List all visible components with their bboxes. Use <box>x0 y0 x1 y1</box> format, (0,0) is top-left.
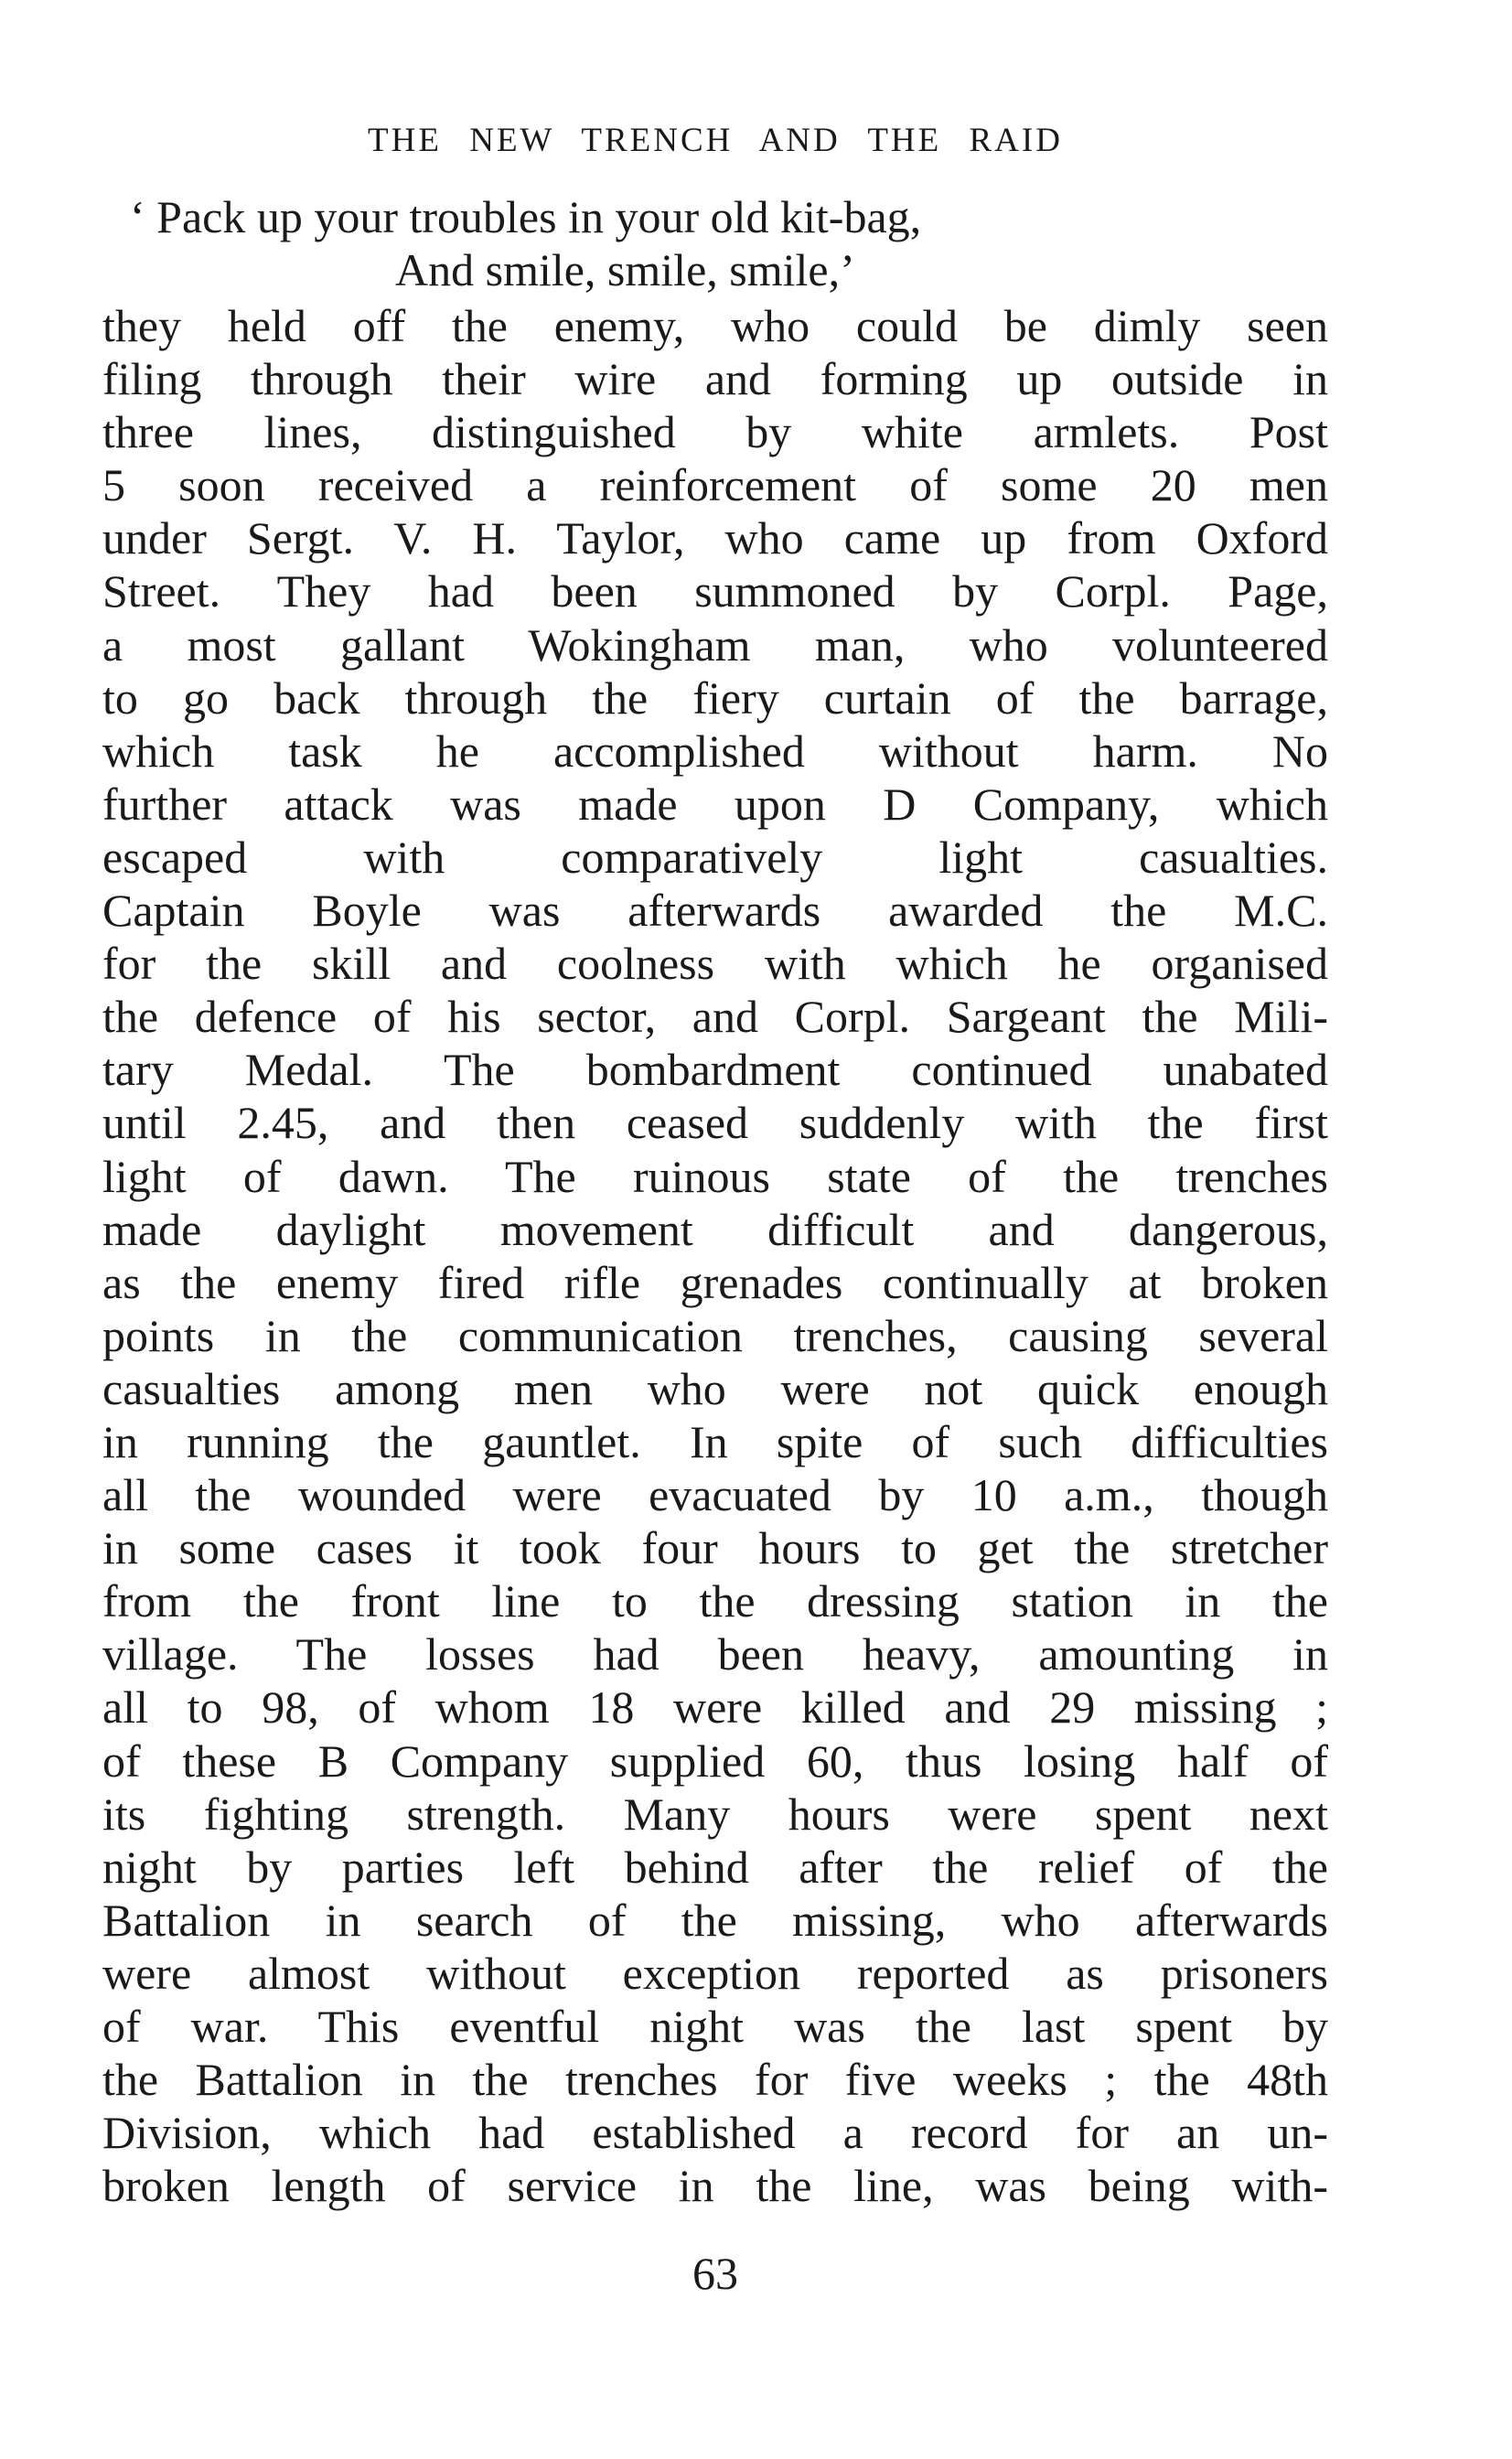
text-line: to go back through the fiery curtain of the barrage, <box>102 671 1328 724</box>
text-line: points in the communication trenches, causing several <box>102 1309 1328 1361</box>
epigraph-line-2: And smile, smile, smile,’ <box>395 244 855 295</box>
body-text <box>102 299 1328 2212</box>
text-line: a most gallant Wokingham man, who volunteered <box>102 618 1328 671</box>
text-line: the defence of his sector, and Corpl. Sargeant the Mili- <box>102 991 1328 1043</box>
text-line: tary Medal. The bombardment continued unabated <box>102 1044 1328 1096</box>
text-line: Street. They had been summoned by Corpl. Page, <box>102 565 1328 617</box>
text-line: filing through their wire and forming up outside in <box>102 353 1328 405</box>
text-line: night by parties left behind after the relief of the <box>102 1841 1328 1893</box>
text-line: were almost without exception reported as prisoners <box>102 1947 1328 1999</box>
text-line: village. The losses had been heavy, amounting in <box>102 1628 1328 1680</box>
text-line: of these B Company supplied 60, thus losing half of <box>102 1734 1328 1787</box>
text-line: Captain Boyle was afterwards awarded the M.C. <box>102 885 1328 937</box>
text-line: as the enemy fired rifle grenades continually at broken <box>102 1256 1328 1308</box>
text-line: of war. This eventful night was the last spent by <box>102 2001 1328 2052</box>
text-line: in running the gauntlet. In spite of such difficulties <box>102 1415 1328 1467</box>
text-line: made daylight movement difficult and dangerous, <box>102 1203 1328 1255</box>
epigraph-line-1: ‘ Pack up your troubles in your old kit-bag, <box>130 191 922 242</box>
text-line: 5 soon received a reinforcement of some 20 men <box>102 459 1328 511</box>
text-line: they held off the enemy, who could be dimly seen <box>102 300 1328 351</box>
text-line: Division, which had established a record for an un- <box>102 2107 1328 2159</box>
running-head: THE NEW TRENCH AND THE RAID <box>368 122 1063 159</box>
text-line: escaped with comparatively light casualties. <box>102 831 1328 883</box>
text-line: from the front line to the dressing station in the <box>102 1575 1328 1627</box>
text-line: further attack was made upon D Company, which <box>102 778 1328 830</box>
text-line: all to 98, of whom 18 were killed and 29 missing ; <box>102 1681 1328 1734</box>
text-line: three lines, distinguished by white armlets. Post <box>102 406 1328 458</box>
text-line: for the skill and coolness with which he organised <box>102 938 1328 990</box>
text-line: the Battalion in the trenches for five weeks ; the 48th <box>102 2054 1328 2106</box>
text-line: until 2.45, and then ceased suddenly with the first <box>102 1097 1328 1149</box>
book-page <box>102 0 1328 2459</box>
text-line: broken length of service in the line, was being with- <box>102 2160 1328 2212</box>
text-line: under Sergt. V. H. Taylor, who came up from Oxford <box>102 512 1328 564</box>
text-line: its fighting strength. Many hours were spent next <box>102 1788 1328 1840</box>
text-line: light of dawn. The ruinous state of the trenches <box>102 1150 1328 1202</box>
text-line: casualties among men who were not quick enough <box>102 1362 1328 1414</box>
text-line: Battalion in search of the missing, who afterwards <box>102 1894 1328 1946</box>
text-line: in some cases it took four hours to get the stretcher <box>102 1522 1328 1574</box>
text-line: all the wounded were evacuated by 10 a.m., though <box>102 1469 1328 1521</box>
page-number: 63 <box>692 2248 738 2299</box>
text-line: which task he accomplished without harm. No <box>102 725 1328 777</box>
